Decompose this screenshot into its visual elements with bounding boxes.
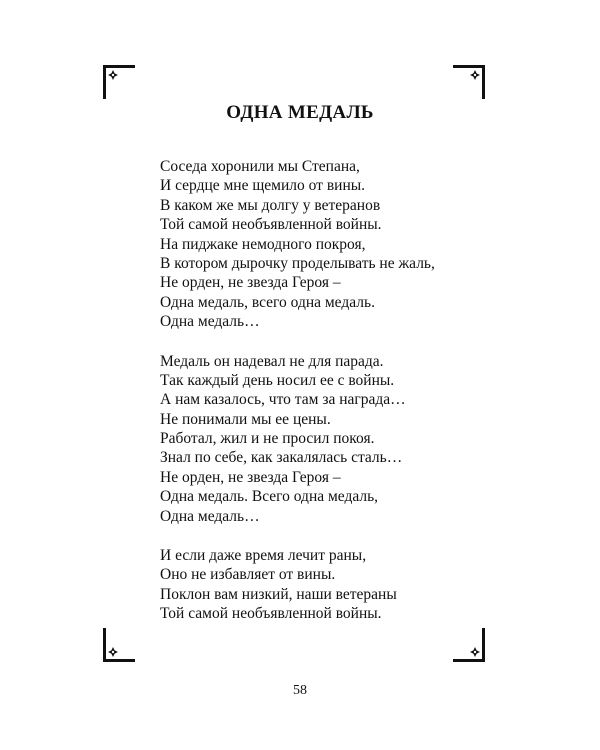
poem-line: Не орден, не звезда Героя – <box>160 274 341 292</box>
poem-line: На пиджаке немодного покроя, <box>160 235 366 253</box>
poem-line: Одна медаль… <box>160 313 260 331</box>
poem-line: Одна медаль… <box>160 507 260 525</box>
stanza-2 <box>160 352 490 527</box>
poem-line: И сердце мне щемило от вины. <box>160 177 366 195</box>
poem-title: ОДНА МЕДАЛЬ <box>226 102 374 123</box>
poem-line: Оно не избавляет от вины. <box>160 566 336 584</box>
corner-ornament-top-right-icon <box>453 65 485 99</box>
poem-line: Поклон вам низкий, наши ветераны <box>160 585 397 603</box>
poem-line: А нам казалось, что там за награда… <box>160 391 406 409</box>
poem-line: Работал, жил и не просил покоя. <box>160 430 375 448</box>
poem-line: Медаль он надевал не для парада. <box>160 352 384 370</box>
poem-line: Той самой необъявленной войны. <box>160 216 382 234</box>
stanza-3 <box>160 546 490 624</box>
poem-line: Одна медаль, всего одна медаль. <box>160 293 375 311</box>
corner-ornament-top-left-icon <box>103 65 135 99</box>
stanza-1 <box>160 157 490 332</box>
poem-line: Той самой необъявленной войны. <box>160 605 382 623</box>
corner-ornament-bottom-left-icon <box>103 628 135 662</box>
page-number: 58 <box>293 683 307 698</box>
poem-line: И если даже время лечит раны, <box>160 547 367 565</box>
poem-line: Соседа хоронили мы Степана, <box>160 158 360 175</box>
poem-line: В каком же мы долгу у ветеранов <box>160 196 381 214</box>
poem-line: Одна медаль. Всего одна медаль, <box>160 488 379 506</box>
poem-line: Не понимали мы ее цены. <box>160 410 331 428</box>
poem-line: В котором дырочку проделывать не жаль, <box>160 254 435 272</box>
poem-body <box>160 157 490 644</box>
poem-line: Знал по себе, как закалялась сталь… <box>160 449 403 467</box>
poem-line: Не орден, не звезда Героя – <box>160 468 341 486</box>
poem-line: Так каждый день носил ее с войны. <box>160 371 395 389</box>
